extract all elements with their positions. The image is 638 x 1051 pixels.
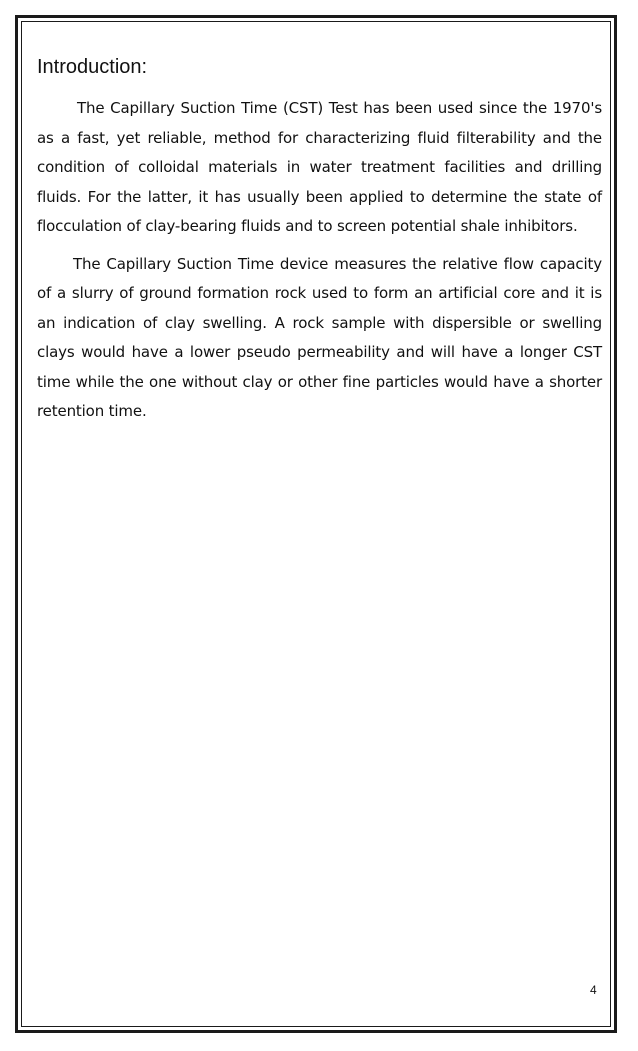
paragraph-device: The Capillary Suction Time device measures the relative flow capacity of a slurry of ground formation rock used to form an artificial core and it is an indication of clay swelling. A rock sample with dispersible or swelling clays would have a lower pseudo permeability and will have a longer CST time while the one without clay or other fine particles would have a shorter retention time. bbox=[37, 254, 602, 420]
paragraph-intro: The Capillary Suction Time (CST) Test has been used since the 1970's as a fast, yet reliable, method for characterizing fluid filterability and the condition of colloidal materials in water treatment facilities and drilling fluids. For the latter, it has usually been applied to determine the state of flocculation of clay-bearing fluids and to screen potential shale inhibitors. bbox=[37, 99, 602, 235]
section-heading: Introduction: bbox=[37, 56, 148, 78]
page-content bbox=[37, 52, 602, 435]
page-number: 4 bbox=[590, 983, 597, 997]
